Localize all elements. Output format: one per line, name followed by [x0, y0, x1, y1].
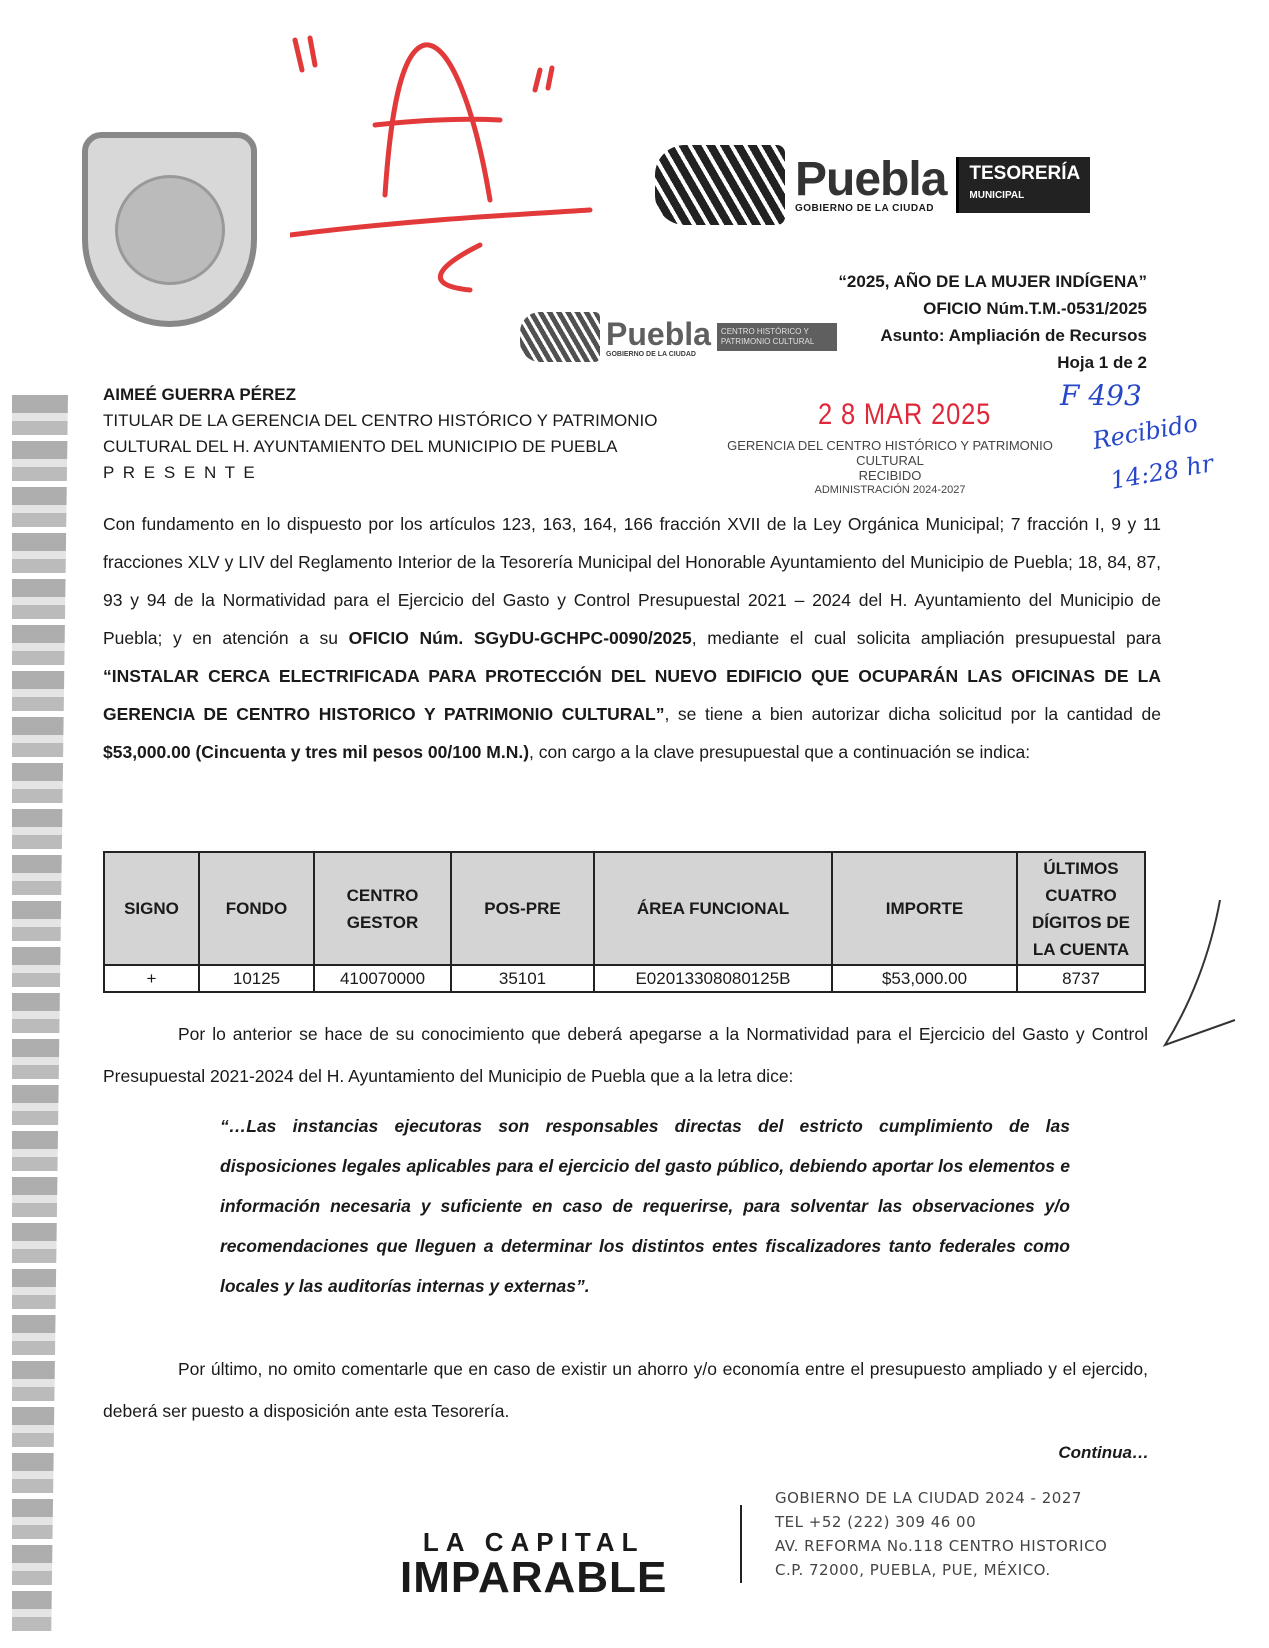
cell-signo: + — [104, 965, 199, 992]
logo-emblem-icon — [655, 145, 785, 225]
footer-divider — [740, 1505, 742, 1583]
main-paragraph — [103, 505, 1161, 771]
stamp-emblem-icon — [520, 312, 600, 362]
addressee-name: AIMEÉ GUERRA PÉREZ — [103, 385, 297, 404]
document-header — [838, 268, 1147, 376]
table-header-row — [104, 852, 1145, 965]
slogan-logo — [400, 1527, 668, 1602]
cell-importe: $53,000.00 — [832, 965, 1017, 992]
col-header: FONDO — [199, 852, 314, 965]
footer-line: AV. REFORMA No.118 CENTRO HISTORICO — [775, 1537, 1108, 1555]
col-header: ÁREA FUNCIONAL — [594, 852, 832, 965]
page-indicator: Hoja 1 de 2 — [1057, 353, 1147, 372]
logo-subtitle: GOBIERNO DE LA CIUDAD — [795, 202, 935, 214]
dept-sub: MUNICIPAL — [969, 190, 1025, 201]
handwritten-time: 14:28 hr — [1108, 449, 1216, 495]
footer-phone: TEL +52 (222) 309 46 00 — [775, 1513, 977, 1531]
tesoreria-badge — [956, 157, 1090, 213]
text: , se tiene a bien autorizar dicha solicitud por la cantidad de — [664, 704, 1161, 724]
cell-cuenta: 8737 — [1017, 965, 1145, 992]
presente: P R E S E N T E — [103, 463, 257, 482]
stamp-line: ADMINISTRACIÓN 2024-2027 — [814, 484, 966, 496]
cell-area-funcional: E02013308080125B — [594, 965, 832, 992]
amount: $53,000.00 (Cincuenta y tres mil pesos 00/100 M.N.) — [103, 742, 530, 762]
red-handwritten-mark — [290, 30, 620, 320]
text: Con fundamento en lo dispuesto por los artículos 123, 163, 164, 166 fracción XVII de la Ley Orgánica Municipal; 7 fracción I, 9 y 11 fracciones XLV y LIV del Reglamento Interior de la Tesorería Municipal del Honorable Ayuntamiento del Municipio de Puebla; 18, 84, 87, 93 y 94 de la Normatividad para el Ejercicio del Gasto y Control Presupuestal 2021 – 2024 del H. Ayuntamiento del Municipio de Puebla; y en atención a su — [103, 514, 1161, 648]
slogan-line-2: IMPARABLE — [400, 1553, 668, 1602]
decorative-border — [12, 395, 68, 1635]
logo-word: Puebla — [795, 152, 947, 206]
continues-label: Continua… — [1058, 1443, 1149, 1462]
budget-key-table — [103, 851, 1146, 993]
year-motto: “2025, AÑO DE LA MUJER INDÍGENA” — [838, 272, 1147, 291]
stamp-logo-box: CENTRO HISTÓRICO Y PATRIMONIO CULTURAL — [717, 323, 837, 351]
footer-address — [775, 1486, 1107, 1582]
cell-fondo: 10125 — [199, 965, 314, 992]
footer-line: C.P. 72000, PUEBLA, PUE, MÉXICO. — [775, 1561, 1051, 1579]
col-header: CENTRO GESTOR — [314, 852, 451, 965]
text: Por lo anterior se hace de su conocimiento que deberá apegarse a la Normatividad para el Ejercicio del Gasto y Control Presupuestal 2021-2024 del H. Ayuntamiento del Municipio de Puebla que a la letra dice: — [103, 1024, 1148, 1086]
puebla-tesoreria-logo — [655, 145, 1090, 225]
col-header: POS-PRE — [451, 852, 594, 965]
stamp-logo-word: Puebla — [606, 315, 711, 352]
col-header: IMPORTE — [832, 852, 1017, 965]
stamp-line: CULTURAL — [856, 453, 924, 468]
col-header: ÚLTIMOS CUATRO DÍGITOS DE LA CUENTA — [1017, 852, 1145, 965]
footer-line: GOBIERNO DE LA CIUDAD 2024 - 2027 — [775, 1489, 1082, 1507]
stamp-line: RECIBIDO — [858, 468, 922, 483]
stamp-line: GERENCIA DEL CENTRO HISTÓRICO Y PATRIMONIO — [727, 438, 1053, 453]
receiving-stamp-logo — [520, 312, 837, 362]
text: , con cargo a la clave presupuestal que a continuación se indica: — [529, 742, 1031, 762]
handwritten-received: Recibido — [1090, 408, 1200, 456]
paragraph-normatividad — [103, 1013, 1148, 1097]
received-date-stamp: 2 8 MAR 2025 — [818, 398, 992, 431]
paragraph-closing: Por último, no omito comentarle que en caso de existir un ahorro y/o economía entre el presupuesto ampliado y el ejercido, deberá ser puesto a disposición ante esta Tesorería. — [103, 1359, 1148, 1421]
table-row — [104, 965, 1145, 992]
cell-pos-pre: 35101 — [451, 965, 594, 992]
quoted-regulation: “…Las instancias ejecutoras son responsables directas del estricto cumplimiento de las disposiciones legales aplicables para el ejercicio del gasto público, debiendo aportar los elementos e información necesaria y suficiente en caso de requerirse, para solventar las observaciones y/o recomendaciones que lleguen a determinar los distintos entes fiscalizadores tanto federales como locales y las auditorías internas y externas”. — [220, 1116, 1070, 1296]
reference-oficio: OFICIO Núm. SGyDU-GCHPC-0090/2025 — [348, 628, 692, 648]
handwritten-folio: F 493 — [1060, 379, 1142, 412]
slogan-line-1: LA CAPITAL — [422, 1527, 645, 1557]
dept-name: TESORERÍA — [969, 163, 1081, 184]
project-name: “INSTALAR CERCA ELECTRIFICADA PARA PROTECCIÓN DEL NUEVO EDIFICIO QUE OCUPARÁN LAS OFICINAS DE LA GERENCIA DE CENTRO HISTORICO Y PATRIMONIO CULTURAL” — [103, 666, 1161, 724]
signature-initial — [1150, 895, 1240, 1055]
addressee-block — [103, 382, 657, 486]
seal-emblem — [115, 175, 225, 285]
received-stamp — [710, 438, 1070, 498]
cell-centro-gestor: 410070000 — [314, 965, 451, 992]
addressee-title-cont: CULTURAL DEL H. AYUNTAMIENTO DEL MUNICIPIO DE PUEBLA — [103, 437, 618, 456]
city-seal — [82, 132, 257, 327]
text: , mediante el cual solicita ampliación presupuestal para — [691, 628, 1161, 648]
stamp-logo-sub: GOBIERNO DE LA CIUDAD — [606, 350, 696, 358]
col-header: SIGNO — [104, 852, 199, 965]
asunto: Asunto: Ampliación de Recursos — [880, 326, 1147, 345]
addressee-title: TITULAR DE LA GERENCIA DEL CENTRO HISTÓRICO Y PATRIMONIO — [103, 411, 658, 430]
oficio-number: OFICIO Núm.T.M.-0531/2025 — [923, 299, 1147, 318]
